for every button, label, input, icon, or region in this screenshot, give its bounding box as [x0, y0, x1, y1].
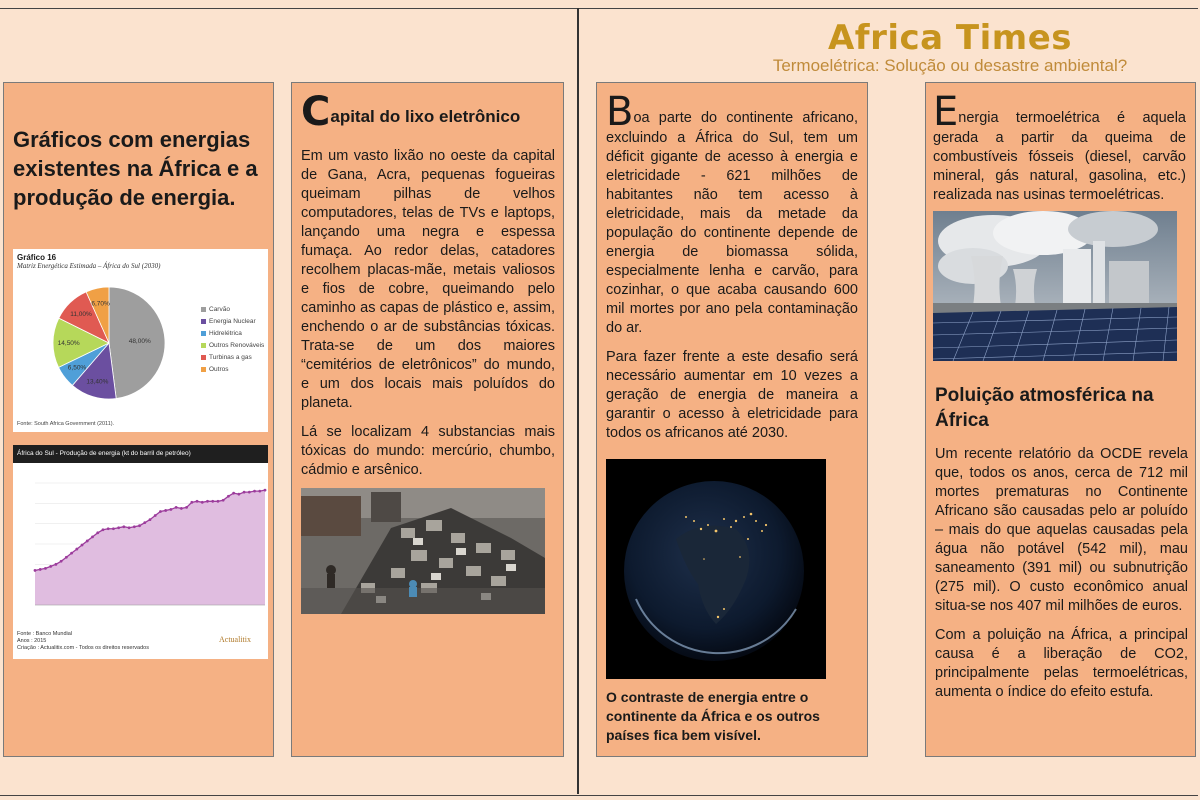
area-data-point	[196, 500, 199, 503]
area-data-point	[55, 563, 58, 566]
newspaper-subtitle: Termoelétrica: Solução ou desastre ambiental?	[772, 56, 1128, 75]
earth-photo-caption: O contraste de energia entre o continente da África e os outros países fica bem visível.	[606, 689, 820, 743]
area-data-point	[128, 526, 131, 529]
area-data-point	[86, 540, 89, 543]
area-data-point	[149, 518, 152, 521]
energy-access-paragraph-1-text: oa parte do continente africano, excluindo a África do Sul, tem um déficit gigante de acesso à energia e eletricidade - 621 milhões de habitantes não tem acesso à eletricidade, mais da metade da população do continente depende de energia de biomassa sólida, especialmente lenha e carvão, para cozinhar, o que acaba causando 600 mil mortes por ano pela contaminação do ar.	[606, 110, 858, 336]
pie-legend-label: Hidrelétrica	[209, 329, 242, 337]
pie-slice-label-4: 14,50%	[57, 339, 80, 347]
e-waste-drop-cap: C	[301, 89, 331, 135]
e-waste-paragraph-1: Em um vasto lixão no oeste da capital de Gana, Acra, pequenas fogueiras queimam pilhas de velhos computadores, telas de TVs e laptops, lançando uma negra e espessa fumaça. Ao redor delas, catadores recolhem placas-mãe, metais valiosos e fios de cobre, queimando pelo caminho as capas de plástico e, assim, enchendo o ar de substâncias tóxicas. Trata-se de um dos maiores “cemitérios de eletrônicos” do mundo, e um dos locais mais poluídos do planeta.	[301, 148, 555, 411]
area-data-point	[60, 560, 63, 563]
column-e-waste	[291, 82, 564, 757]
column-thermoelectric	[925, 82, 1196, 757]
area-data-point	[133, 525, 136, 528]
pie-legend-item	[201, 315, 267, 327]
thermoelectric-intro	[933, 89, 1186, 205]
area-chart-figure	[13, 445, 268, 659]
area-chart	[13, 445, 268, 659]
e-waste-body	[301, 147, 555, 480]
area-data-point	[237, 493, 240, 496]
area-data-point	[253, 490, 256, 493]
air-pollution-paragraph-2: Com a poluição na África, a principal causa é a liberação de CO2, principalmente pelas termoelétricas, aumenta o índice do efeito estufa.	[935, 627, 1188, 700]
thermoelectric-drop-cap: E	[933, 89, 959, 135]
newspaper-title: Africa Times	[827, 18, 1073, 58]
charts-heading: Gráficos com energias existentes na África e a produção de energia.	[13, 127, 258, 210]
area-data-point	[138, 524, 141, 527]
earth-at-night-photo	[606, 459, 826, 679]
area-data-point	[96, 531, 99, 534]
pie-slice-label-6: 6,70%	[91, 300, 110, 308]
pie-legend-label: Turbinas a gas	[209, 353, 252, 361]
area-data-point	[65, 556, 68, 559]
pie-legend-swatch	[201, 355, 206, 360]
area-data-point	[81, 544, 84, 547]
area-data-point	[170, 508, 173, 511]
masthead	[740, 18, 1160, 76]
e-waste-dump-photo	[301, 488, 545, 614]
pie-legend-label: Outros	[209, 365, 229, 373]
column-energy-access	[596, 82, 868, 757]
center-fold	[577, 8, 579, 794]
thermoelectric-paragraph-1-text: nergia termoelétrica é aquela gerada a partir da queima de combustíveis fósseis (diesel, carvão mineral, gás natural, gasolina, etc.) realizada nas usinas termoelétricas.	[933, 110, 1186, 203]
area-data-point	[91, 535, 94, 538]
pie-slice-label-2: 13,40%	[86, 378, 109, 386]
air-pollution-paragraph-1: Um recente relatório da OCDE revela que, todos os anos, cerca de 712 mil mortes prematuras no Continente Africano são causadas pelo ar poluído – mais do que aquelas causadas pela água não potável (542 mil), mau saneamento (391 mil) ou subnutrição (275 mil). O custo econômico anual situa-se nos 407 mil milhões de euros.	[935, 446, 1188, 614]
area-data-point	[201, 501, 204, 504]
area-data-point	[164, 509, 167, 512]
pie-legend-swatch	[201, 331, 206, 336]
pie-legend-label: Outros Renováveis	[209, 341, 265, 349]
pie-legend-item	[201, 351, 267, 363]
pie-legend-swatch	[201, 307, 206, 312]
area-data-point	[159, 510, 162, 513]
e-waste-heading-text: apital do lixo eletrônico	[330, 107, 521, 126]
area-data-point	[217, 500, 220, 503]
energy-access-paragraph-2: Para fazer frente a este desafio será necessário aumentar em 10 vezes a geração de energia de maneira a garantir o acesso à eletricidade para todos os africanos até 2030.	[606, 349, 858, 441]
energy-access-drop-cap: B	[606, 89, 634, 135]
area-data-point	[264, 489, 267, 492]
pie-legend-label: Energia Nuclear	[209, 317, 256, 325]
area-data-point	[222, 499, 225, 502]
pie-slice-label-1: 48,00%	[128, 338, 151, 346]
pie-slice-label-3: 6,50%	[67, 364, 87, 372]
area-fill	[35, 490, 265, 605]
energy-access-body	[606, 89, 858, 443]
pie-chart-figure	[13, 249, 268, 432]
area-data-point	[154, 514, 157, 517]
pie-figure-caption: Matriz Energética Estimada – África do Sul (2030)	[17, 262, 161, 270]
area-data-point	[34, 569, 37, 572]
area-data-point	[75, 548, 78, 551]
area-data-point	[70, 552, 73, 555]
area-data-point	[258, 490, 261, 493]
e-waste-paragraph-2: Lá se localizam 4 substancias mais tóxicas do mundo: mercúrio, chumbo, cádmio e arsênico.	[301, 424, 555, 478]
pie-legend-swatch	[201, 319, 206, 324]
area-footer-year: Anos : 2015	[17, 638, 47, 644]
pie-legend-item	[201, 339, 267, 351]
area-footer-source: Fonte : Banco Mundial	[17, 631, 73, 637]
area-chart-title: África do Sul - Produção de energia (kt do barril de petróleo)	[13, 445, 268, 463]
area-data-point	[49, 565, 52, 568]
area-data-point	[112, 527, 115, 530]
area-chart-footer	[17, 631, 149, 652]
pie-legend-item	[201, 303, 267, 315]
pie-legend	[201, 303, 267, 375]
e-waste-heading	[301, 89, 559, 135]
pie-legend-swatch	[201, 343, 206, 348]
area-data-point	[117, 526, 120, 529]
air-pollution-heading: Poluição atmosférica na África	[935, 385, 1154, 431]
area-data-point	[248, 491, 251, 494]
pie-legend-item	[201, 327, 267, 339]
thermoelectric-paragraph-1	[933, 89, 1186, 205]
area-data-point	[243, 491, 246, 494]
pie-legend-swatch	[201, 367, 206, 372]
actualitix-logo: Actualitix	[219, 635, 251, 644]
air-pollution-body	[935, 445, 1188, 702]
pie-legend-item	[201, 363, 267, 375]
power-plant-solar-photo	[933, 211, 1177, 361]
column-charts	[3, 82, 274, 757]
area-data-point	[211, 500, 214, 503]
area-data-point	[107, 527, 110, 530]
pie-figure-label: Gráfico 16	[17, 253, 57, 262]
area-data-point	[143, 521, 146, 524]
area-footer-credit: Criação : Actualitix.com - Todos os direitos reservados	[17, 645, 149, 651]
pie-legend-label: Carvão	[209, 305, 230, 313]
area-data-point	[206, 500, 209, 503]
area-data-point	[180, 507, 183, 510]
area-data-point	[232, 492, 235, 495]
area-data-point	[122, 525, 125, 528]
pie-figure-source: Fonte: South Africa Government (2011).	[17, 421, 115, 427]
area-data-point	[102, 528, 105, 531]
pie-slice-label-5: 11,00%	[70, 310, 92, 318]
area-data-point	[185, 506, 188, 509]
area-data-point	[227, 495, 230, 498]
energy-access-paragraph-1	[606, 89, 858, 338]
area-data-point	[190, 501, 193, 504]
area-data-point	[44, 567, 47, 570]
area-data-point	[39, 568, 42, 571]
area-data-point	[175, 506, 178, 509]
